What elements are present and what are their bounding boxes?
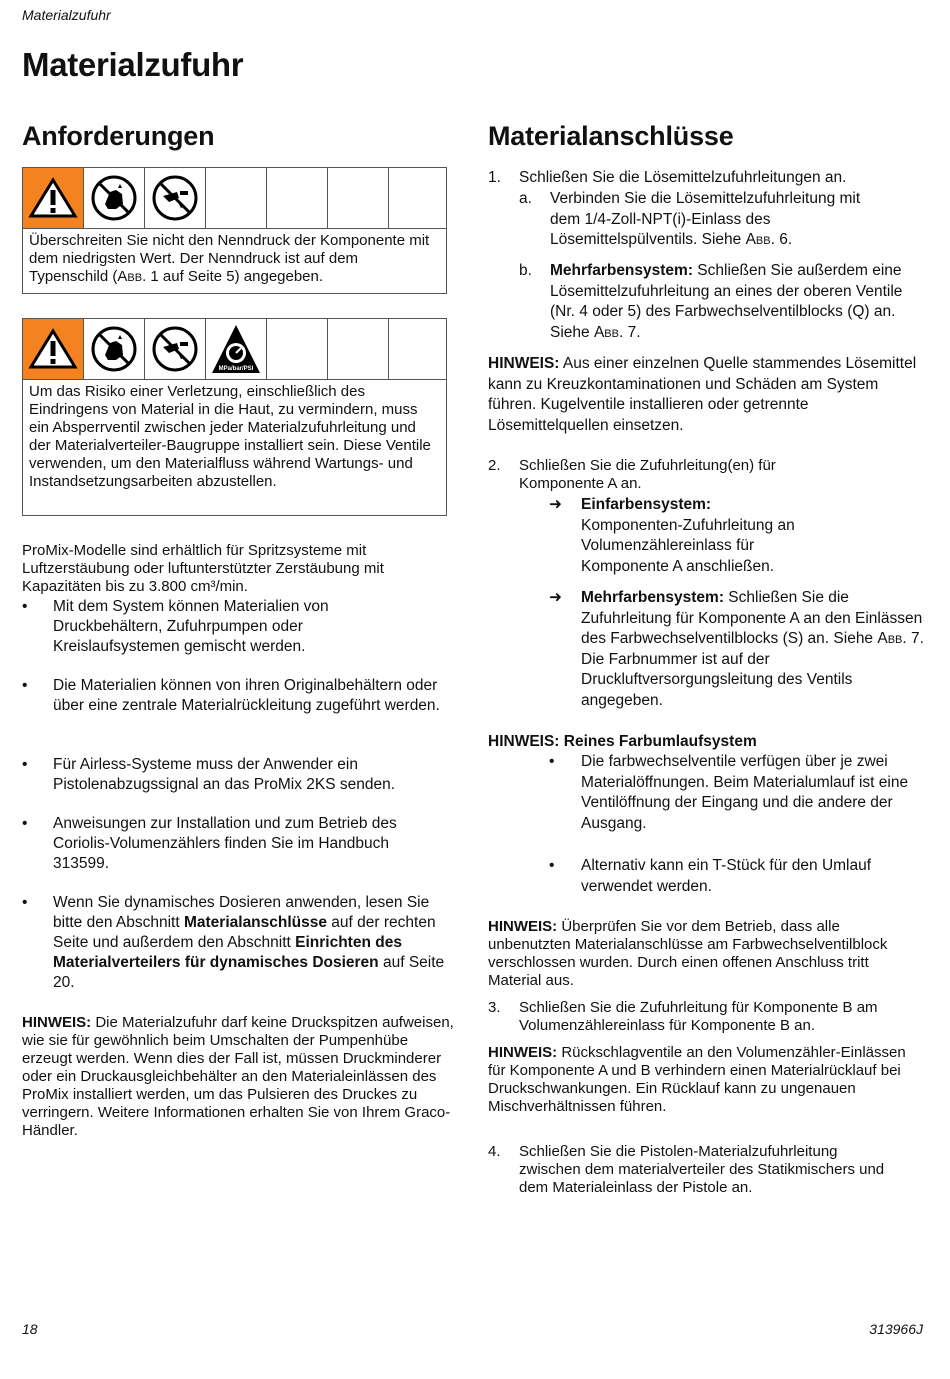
substep-label: a. — [519, 190, 532, 207]
substep-text: Mehrfarbensystem: Schließen Sie die Zufuhrleitung für Komponente A an den Einlässen des Farbwechselventilblocks (S) an. Siehe Abb. 7. Die Farbnummer ist auf der Druckluftversorgungsleitung des Ventils angegeben. — [581, 589, 924, 709]
substep-text: Verbinden Sie die Lösemittelzufuhrleitung mit dem 1/4-Zoll-NPT(i)-Einlass des Lösemittelspülventils. Siehe Abb. 6. — [550, 190, 861, 248]
no-spray-icon — [145, 319, 206, 379]
bullet-dot: • — [549, 753, 555, 770]
section-heading-anforderungen: Anforderungen — [22, 121, 215, 151]
step-number: 4. — [488, 1143, 501, 1160]
list-item-text: Für Airless-Systeme muss der Anwender ein Pistolenabzugssignal an das ProMix 2KS senden. — [53, 756, 396, 793]
no-hand-icon — [84, 319, 145, 379]
bullet-dot: • — [22, 677, 28, 694]
step-text: Schließen Sie die Pistolen-Materialzufuhrleitung zwischen dem materialverteiler des Statikmischers und dem Materialeinlass der Pistole an. — [519, 1143, 885, 1196]
list-item — [22, 814, 457, 876]
step-text: Schließen Sie die Zufuhrleitung für Komponente B am Volumenzählereinlass für Komponente B an. — [519, 999, 878, 1034]
bullet-dot: • — [22, 756, 28, 773]
empty-icon-cell — [206, 168, 267, 228]
list-item — [22, 893, 457, 995]
step-number: 1. — [488, 169, 501, 186]
warning-text: Überschreiten Sie nicht den Nenndruck der Komponente mit dem niedrigsten Wert. Der Nenndruck ist auf dem Typenschild (Abb. 1 auf Seite 5) angegeben. — [29, 232, 430, 285]
no-spray-icon — [145, 168, 206, 228]
substep-text: Mehrfarbensystem: Schließen Sie außerdem eine Lösemittelzufuhrleitung an eines der oberen Ventile (Nr. 4 oder 5) des Farbwechselventilblocks (Q) an. Siehe Abb. 7. — [550, 262, 903, 341]
intro-paragraph: ProMix-Modelle sind erhältlich für Spritzsysteme mit Luftzerstäubung oder luftunterstützter Zerstäubung mit Kapazitäten bis zu 3.800 cm³/min. — [22, 542, 384, 595]
arrow-icon: ➜ — [549, 496, 562, 513]
list-item-text: Alternativ kann ein T-Stück für den Umlauf verwendet werden. — [581, 857, 872, 895]
page-title: Materialzufuhr — [22, 46, 244, 83]
document-number: 313966J — [869, 1321, 923, 1337]
bullet-dot: • — [549, 857, 555, 874]
list-item-text: Die farbwechselventile verfügen über je zwei Materialöffnungen. Beim Materialumlauf ist eine Ventilöffnung der Eingang und die andere der Ausgang. — [581, 753, 909, 832]
list-item-text: Anweisungen zur Installation und zum Betrieb des Coriolis-Volumenzählers finden Sie im Handbuch 313599. — [53, 815, 397, 872]
pressure-icon — [206, 319, 267, 379]
substep-text: Einfarbensystem: Komponenten-Zufuhrleitung an Volumenzählereinlass für Komponente A anschließen. — [581, 496, 795, 575]
warning-text: Um das Risiko einer Verletzung, einschließlich des Eindringens von Material in die Haut, zu vermindern, muss ein Absperrventil zwischen jeder Materialzufuhrleitung und der Materialverteiler-Baugruppe installiert sein. Diese Ventile verwenden, um den Materialfluss während Wartungs- und Instandsetzungsarbeiten abzustellen. — [29, 383, 431, 490]
warning-triangle-icon — [23, 168, 84, 228]
note-paragraph: HINWEIS: Rückschlagventile an den Volumenzähler-Einlässen für Komponente A und B verhindern einen Materialrücklauf bei Druckschwankungen. Ein Rücklauf kann zu ungenauen Mischverhältnissen führen. — [488, 1044, 906, 1115]
empty-icon-cell — [328, 168, 389, 228]
list-item-text: Die Materialien können von ihren Originalbehältern oder über eine zentrale Materialrückleitung zugeführt werden. — [53, 677, 440, 714]
bullet-dot: • — [22, 815, 28, 832]
step-text: Schließen Sie die Lösemittelzufuhrleitungen an. — [519, 169, 847, 186]
warning-box-pressure — [22, 167, 447, 294]
note-paragraph: HINWEIS: Aus einer einzelnen Quelle stammendes Lösemittel kann zu Kreuzkontaminationen und Schäden am System führen. Kugelventile installieren oder getrennte Lösemittelquellen einsetzen. — [488, 355, 917, 434]
list-item — [22, 597, 457, 659]
step-number: 3. — [488, 999, 501, 1016]
list-item — [22, 755, 457, 797]
bullet-dot: • — [22, 598, 28, 615]
warning-box-injection — [22, 318, 447, 516]
note-paragraph: HINWEIS: Die Materialzufuhr darf keine Druckspitzen aufweisen, wie sie für gewöhnlich beim Umschalten der Pumpenhübe erzeugt werden. Wenn dies der Fall ist, müssen Druckminderer oder ein Druckausgleichbehälter an den Materialeinlässen des ProMix installiert werden, um das Pulsieren des Druckes zu verringern. Weitere Informationen erhalten Sie von Ihrem Graco-Händler. — [22, 1014, 454, 1139]
page-number: 18 — [22, 1321, 38, 1337]
note-paragraph: HINWEIS: Überprüfen Sie vor dem Betrieb, dass alle unbenutzten Materialanschlüsse am Farbwechselventilblock verschlossen wurden. Durch einen offenen Anschluss tritt Material aus. — [488, 918, 888, 989]
empty-icon-cell — [389, 168, 446, 228]
step-number: 2. — [488, 457, 501, 474]
empty-icon-cell — [267, 168, 328, 228]
list-item-text: Mit dem System können Materialien von Druckbehältern, Zufuhrpumpen oder Kreislaufsystemen gemischt werden. — [53, 598, 329, 655]
running-header: Materialzufuhr — [22, 7, 111, 23]
empty-icon-cell — [267, 319, 328, 379]
step-text: Schließen Sie die Zufuhrleitung(en) für Komponente A an. — [519, 457, 776, 492]
section-heading-materialanschluesse: Materialanschlüsse — [488, 121, 734, 151]
pressure-icon-label: MPa/bar/PSI — [218, 366, 254, 372]
no-hand-icon — [84, 168, 145, 228]
warning-triangle-icon — [23, 319, 84, 379]
empty-icon-cell — [328, 319, 389, 379]
note-heading: HINWEIS: Reines Farbumlaufsystem — [488, 733, 757, 750]
empty-icon-cell — [389, 319, 446, 379]
substep-label: b. — [519, 262, 532, 279]
bullet-dot: • — [22, 894, 28, 911]
list-item-text: Wenn Sie dynamisches Dosieren anwenden, lesen Sie bitte den Abschnitt Materialanschlüsse auf der rechten Seite und außerdem den Abschnitt Einrichten des Materialverteilers für dynamisches Dosieren auf Seite 20. — [53, 894, 445, 991]
arrow-icon: ➜ — [549, 589, 562, 606]
list-item — [22, 676, 457, 738]
